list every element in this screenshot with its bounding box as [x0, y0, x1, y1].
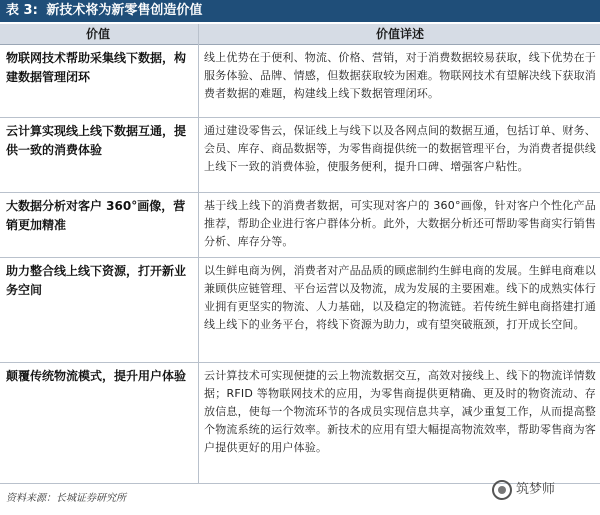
row-value: 物联网技术帮助采集线下数据，构建数据管理闭环: [6, 51, 187, 84]
row-description: 以生鲜电商为例，消费者对产品品质的顾虑制约生鲜电商的发展。生鲜电商难以兼顾供应链管理、平台运营以及物流，成为发展的主要困难。线下的成熟实体行业拥有更坚实的物流、人力基础，以及稳定的物流链。若传统生鲜电商搭建打通线上线下的业务平台，将线下资源为助力，或有望突破瓶颈，打开成长空间。: [204, 264, 596, 331]
watermark-text: 筑梦师: [516, 482, 556, 497]
table-row: [0, 193, 600, 258]
row-value: 大数据分析对客户 360°画像，营销更加精准: [6, 199, 186, 232]
table-row: [0, 118, 600, 193]
source-note: 资料来源：长城证券研究所: [6, 493, 126, 504]
row-value: 助力整合线上线下资源，打开新业务空间: [6, 264, 187, 297]
row-description: 云计算技术可实现便捷的云上物流数据交互，高效对接线上、线下的物流详情数据；RFID 等物联网技术的应用，为零售商提供更精确、更及时的物资流动、存放信息，使每一个物流环节的各成员实现信息共享，减少重复工作，从而提高整个物流系统的运行效率。新技术的应用有望大幅提高物流效率，帮助零售商为客户提供更好的用户体验。: [204, 369, 596, 454]
table-header: [0, 24, 600, 45]
table-row: [0, 258, 600, 363]
wechat-icon: [492, 480, 512, 500]
watermark: [492, 478, 555, 502]
row-description: 基于线上线下的消费者数据，可实现对客户的 360°画像，针对客户个性化产品推荐，帮助企业进行客户群体分析。此外，大数据分析还可帮助零售商实行销售分析、库存分等。: [204, 199, 596, 248]
table-title-text: 新技术将为新零售创造价值: [46, 3, 203, 18]
table-title: [0, 0, 600, 22]
table-row: [0, 363, 600, 484]
row-value: 颠覆传统物流模式，提升用户体验: [6, 369, 187, 383]
header-description: 价值详述: [375, 27, 424, 41]
row-value: 云计算实现线上线下数据互通，提供一致的消费体验: [6, 124, 187, 157]
row-description: 通过建设零售云，保证线上与线下以及各网点间的数据互通，包括订单、财务、会员、库存、商品数据等，为零售商提供统一的数据管理平台，为消费者提供线上线下一致的消费体验，使服务便利，提升口碑、增强客户粘性。: [204, 124, 596, 173]
table-number: 表 3:: [6, 3, 38, 18]
row-description: 线上优势在于便利、物流、价格、营销，对于消费数据较易获取，线下优势在于服务体验、品牌、情感，但数据获取较为困难。物联网技术有望解决线下获取消费者数据的难题，构建线上线下数据管理闭环。: [204, 51, 596, 100]
header-value: 价值: [85, 27, 110, 41]
table-row: [0, 45, 600, 118]
